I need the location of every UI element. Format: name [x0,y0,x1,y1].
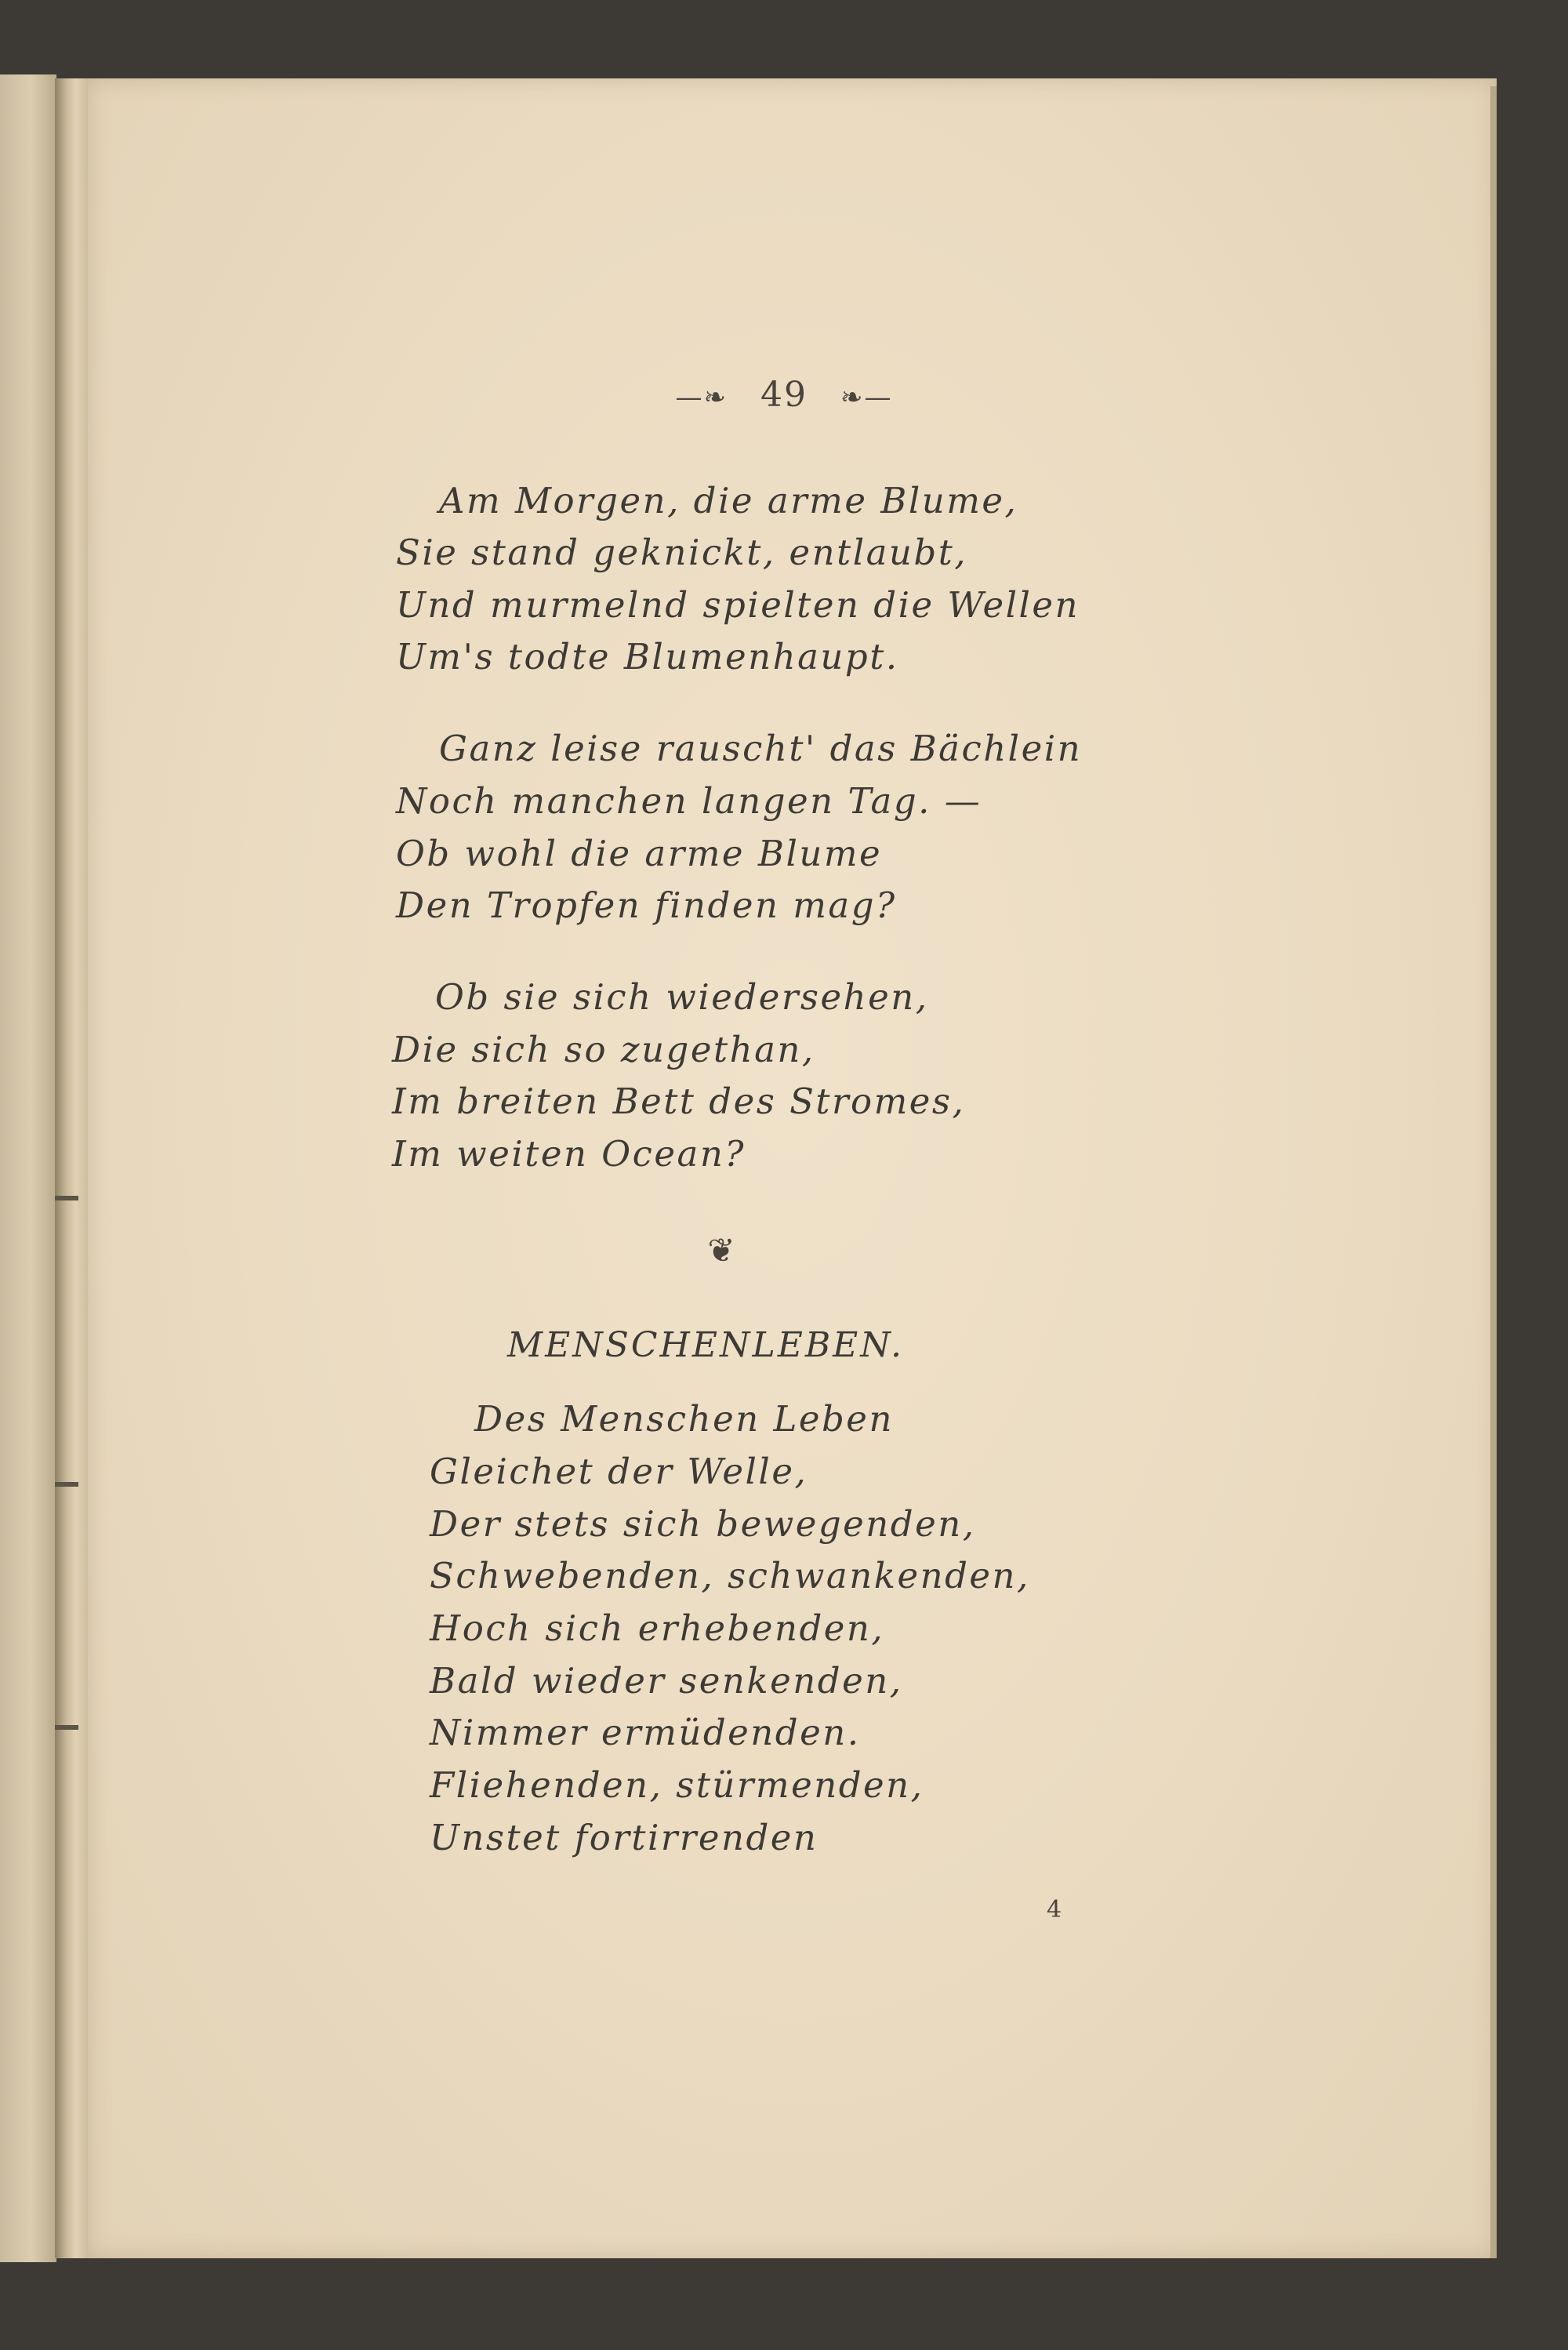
verse-line: Den Tropfen finden mag? [396,884,897,926]
binding-stitch [55,1482,78,1487]
ornament-right-icon [840,382,893,413]
poem-title: MENSCHENLEBEN. [507,1325,904,1365]
verse-line: Im weiten Ocean? [392,1133,746,1175]
verse-line: Des Menschen Leben [474,1398,894,1440]
binding-stitch [55,1725,78,1730]
verse-line: Gleichet der Welle, [430,1451,808,1492]
binding-stitch [55,1196,78,1200]
verse-line: Fliehenden, stürmenden, [430,1764,924,1806]
verse-line: Um's todte Blumenhaupt. [396,636,899,677]
verse-line: Schwebenden, schwankenden, [430,1555,1030,1596]
verse-line: Der stets sich bewegenden, [430,1503,976,1545]
verse-line: Und murmelnd spielten die Wellen [396,584,1080,626]
verse-line: Hoch sich erhebenden, [430,1607,885,1649]
verse-line: Die sich so zugethan, [392,1029,815,1070]
verse-line: Bald wieder senkenden, [430,1660,903,1702]
verse-line: Am Morgen, die arme Blume, [439,480,1018,521]
verse-line: Ob wohl die arme Blume [396,833,883,874]
page-number: 49 [760,375,808,415]
verse-line: Ganz leise rauscht' das Bächlein [439,728,1083,769]
fleuron-divider-icon: ❦ [707,1231,735,1269]
verse-line: Nimmer ermüdenden. [430,1712,861,1753]
page-header [0,375,1568,415]
verse-line: Sie stand geknickt, entlaubt, [396,532,968,573]
verse-line: Ob sie sich wiedersehen, [435,976,929,1018]
signature-mark: 4 [1047,1896,1062,1923]
ornament-left-icon [676,382,728,413]
verse-line: Unstet fortirrenden [430,1817,818,1858]
verse-line: Im breiten Bett des Stromes, [392,1081,966,1122]
verse-line: Noch manchen langen Tag. — [396,780,982,822]
